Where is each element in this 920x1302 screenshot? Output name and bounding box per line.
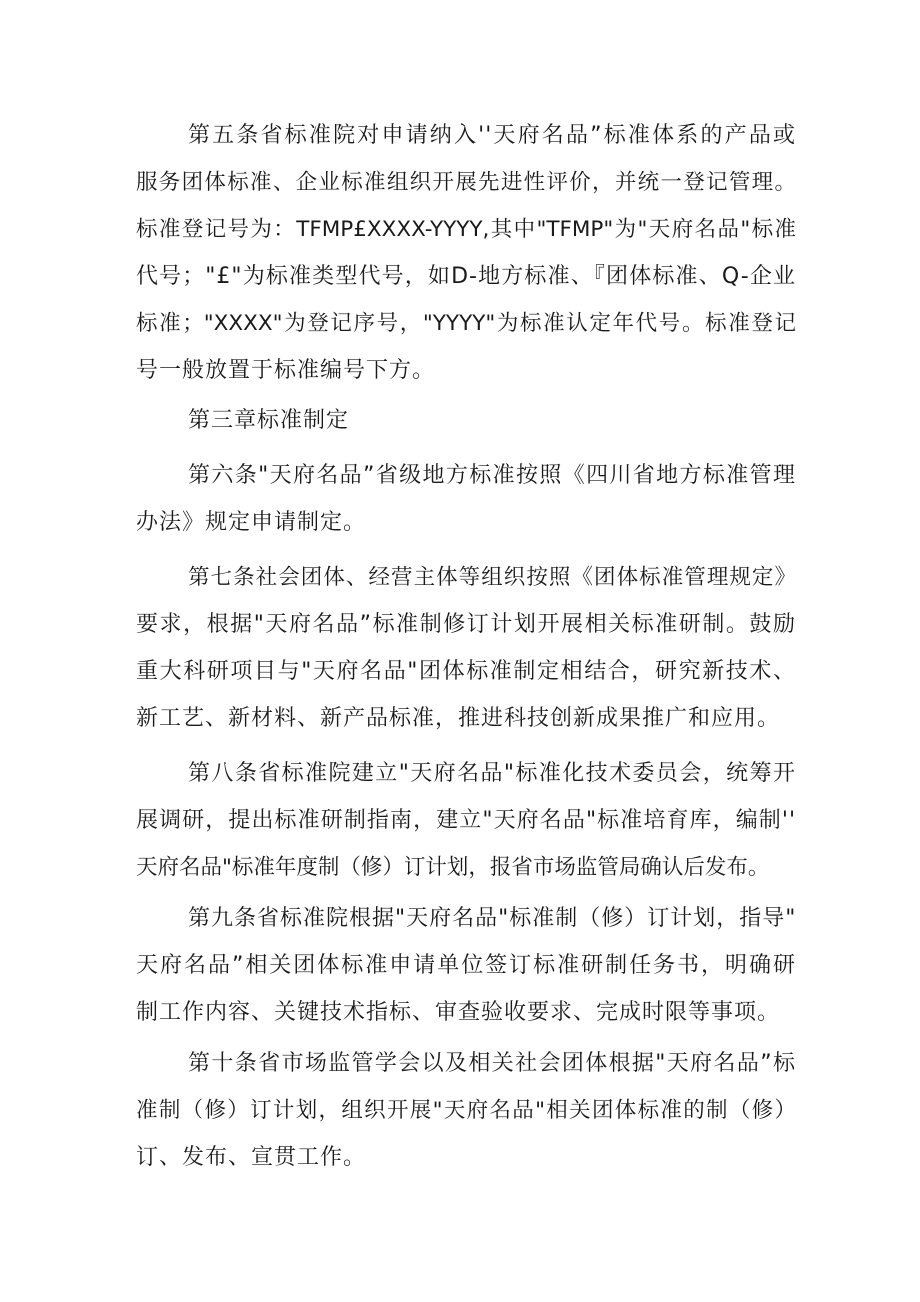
article-8-line-3: 天府名品"标准年度制（修）订计划，报省市场监管局确认后发布。 xyxy=(136,855,770,880)
article-5-paragraph xyxy=(136,112,796,394)
article-10-line-3: 订、发布、宣贯工作。 xyxy=(136,1145,367,1170)
article-9-line-1: 第九条省标准院根据"天府名品"标准制（修）订计划，指导" xyxy=(188,906,797,931)
article-10-line-2: 准制（修）订计划，组织开展"天府名品"相关团体标准的制（修） xyxy=(136,1098,796,1123)
article-9-line-3: 制工作内容、关键技术指标、审查验收要求、完成时限等事项。 xyxy=(136,1000,781,1025)
article-10-line-1: 第十条省市场监管学会以及相关社会团体根据"天府名品”标 xyxy=(188,1051,796,1076)
article-7-line-4: 新工艺、新材料、新产品标准，推进科技创新成果推广和应用。 xyxy=(136,706,781,731)
article-5-line-1: 第五条省标准院对申请纳入''天府名品”标准体系的产品或 xyxy=(188,123,796,148)
article-8-line-1: 第八条省标准院建立"天府名品"标准化技术委员会，统筹开 xyxy=(188,761,796,786)
article-7-line-1: 第七条社会团体、经营主体等组织按照《团体标准管理规定》 xyxy=(188,565,796,590)
article-5-line-3: 标准登记号为：TFMP£XXXX-YYYY,其中"TFMP"为"天府名品"标准 xyxy=(136,217,796,242)
article-8-paragraph xyxy=(136,750,796,891)
article-9-line-2: 天府名品”相关团体标准申请单位签订标准研制任务书，明确研 xyxy=(136,953,796,978)
chapter-3-title: 第三章标准制定 xyxy=(188,408,350,433)
article-7-paragraph xyxy=(136,554,796,742)
article-6-line-2: 办法》规定申请制定。 xyxy=(136,510,367,535)
article-7-line-3: 重大科研项目与"天府名品"团体标准制定相结合，研究新技术、 xyxy=(136,659,796,684)
article-7-line-2: 要求，根据"天府名品”标准制修订计划开展相关标准研制。鼓励 xyxy=(136,612,796,637)
article-5-line-4: 代号；"£"为标准类型代号，如D-地方标准、『团体标准、Q-企业 xyxy=(136,264,796,289)
article-5-line-2: 服务团体标准、企业标准组织开展先进性评价，并统一登记管理。 xyxy=(136,170,796,195)
article-10-paragraph xyxy=(136,1040,796,1181)
article-6-line-1: 第六条"天府名品”省级地方标准按照《四川省地方标准管理 xyxy=(188,463,796,488)
article-6-paragraph xyxy=(136,452,796,546)
article-8-line-2: 展调研，提出标准研制指南，建立"天府名品"标准培育库，编制'' xyxy=(136,808,796,833)
article-9-paragraph xyxy=(136,895,796,1036)
article-5-line-5: 标准；"XXXX"为登记序号，"YYYY"为标准认定年代号。标准登记 xyxy=(136,311,796,336)
article-5-line-6: 号一般放置于标准编号下方。 xyxy=(136,358,436,383)
chapter-3-heading xyxy=(136,397,796,444)
